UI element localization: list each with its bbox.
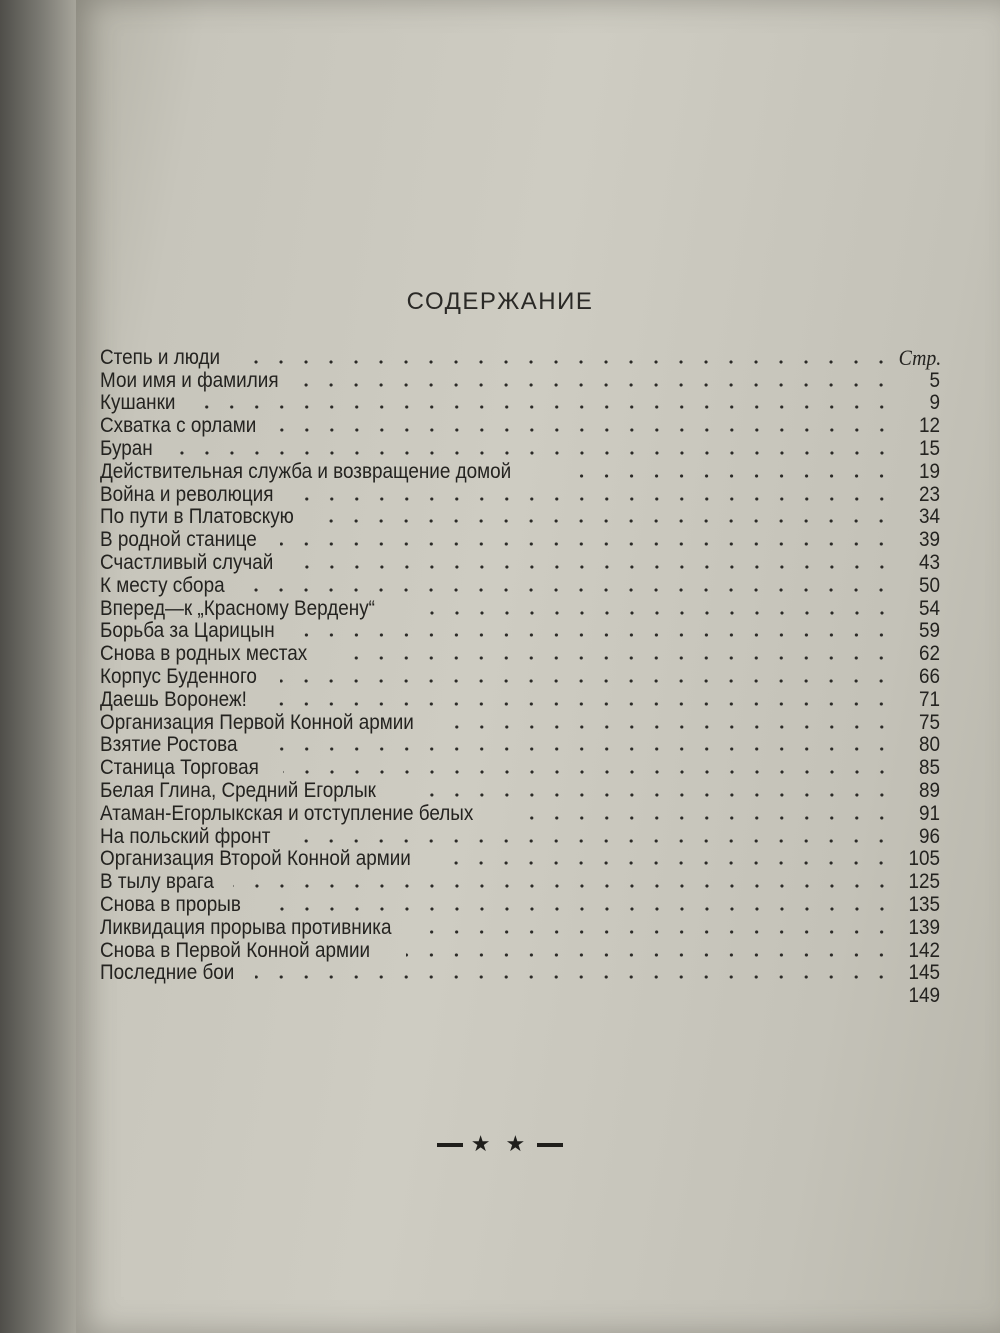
toc-entry-title: Мои имя и фамилия [100, 368, 279, 392]
toc-entry-page: 12 [918, 414, 940, 438]
toc-entry-title: Ликвидация прорыва противника [100, 915, 392, 939]
toc-dot-leader [304, 382, 894, 388]
toc-entry [100, 551, 940, 574]
toc-entry-title: Даешь Воронеж! [100, 687, 247, 711]
toc-entry-title: Организация Первой Конной армии [100, 710, 414, 734]
toc-entry [100, 506, 940, 529]
toc-entry-page: 89 [918, 778, 940, 802]
toc-entry-page: 50 [918, 573, 940, 597]
toc-entry-page: 105 [908, 847, 940, 871]
toc-entry-title: Снова в Первой Конной армии [100, 938, 371, 962]
toc-entry [100, 984, 940, 1007]
toc-entry [100, 870, 940, 893]
toc-dot-leader [563, 473, 894, 479]
toc-dot-leader [430, 929, 894, 935]
toc-entry [100, 414, 940, 437]
ornament-divider [0, 1132, 1000, 1157]
toc-dot-leader [412, 610, 894, 616]
toc-entry-title: Борьба за Царицын [100, 619, 275, 643]
toc-dot-leader [280, 541, 894, 547]
toc-dot-leader [165, 450, 894, 456]
toc-entry-title: Корпус Буденного [100, 664, 257, 688]
toc-entry-page: 85 [918, 756, 940, 780]
toc-entry-title: Станица Торговая [100, 756, 259, 780]
toc-entry-page: 80 [918, 733, 940, 757]
toc-entry [100, 962, 940, 985]
toc-entry-title: Война и революция [100, 482, 274, 506]
toc-entry-page: 23 [918, 482, 940, 506]
toc-dot-leader [521, 815, 894, 821]
table-of-contents [100, 346, 940, 1007]
toc-entry-title: Вперед—к „Красному Вердену“ [100, 596, 375, 620]
toc-entry-title: Атаман-Егорлыкская и отступление белых [100, 801, 474, 825]
toc-dot-leader [300, 632, 894, 638]
toc-entry [100, 802, 940, 825]
toc-entry [100, 597, 940, 620]
toc-entry-title: В тылу врага [100, 870, 214, 894]
toc-entry [100, 734, 940, 757]
toc-entry-page: 19 [918, 459, 940, 483]
toc-entry-page: 9 [929, 391, 940, 415]
toc-entry-title: Кушанки [100, 391, 176, 415]
toc-entry [100, 528, 940, 551]
toc-dot-leader [233, 883, 894, 889]
toc-entry-page: 149 [908, 984, 940, 1008]
toc-entry-title: Организация Второй Конной армии [100, 847, 411, 871]
toc-entry-title: Снова в родных местах [100, 642, 308, 666]
toc-dot-leader [255, 974, 894, 980]
toc-entry [100, 437, 940, 460]
toc-entry-page: 39 [918, 528, 940, 552]
toc-entry-page: 75 [918, 710, 940, 734]
toc-entry [100, 642, 940, 665]
toc-entry-page: 5 [929, 368, 940, 392]
toc-entry [100, 711, 940, 734]
toc-entry-page: 96 [918, 824, 940, 848]
toc-dot-leader [239, 359, 894, 365]
toc-entry-title: На польский фронт [100, 824, 271, 848]
ornament-stars-icon: ★ ★ [470, 1132, 530, 1157]
toc-entry-title: Счастливый случай [100, 550, 274, 574]
toc-entry-page: 62 [918, 642, 940, 666]
toc-entry-title: Последние бои [100, 961, 235, 985]
toc-dot-leader [280, 678, 894, 684]
toc-dot-leader [336, 655, 894, 661]
toc-entry-page: 142 [908, 938, 940, 962]
toc-dot-leader [299, 496, 894, 502]
toc-dot-leader [263, 906, 894, 912]
toc-dot-leader [259, 746, 894, 752]
toc-entry [100, 779, 940, 802]
toc-entry-page: 91 [918, 801, 940, 825]
toc-dot-leader [295, 838, 894, 844]
toc-entry-title: Буран [100, 436, 153, 460]
contents-heading: СОДЕРЖАНИЕ [406, 288, 594, 315]
toc-entry-title: Степь и люди [100, 345, 221, 369]
toc-entry-title: Белая Глина, Средний Егорлык [100, 778, 376, 802]
toc-entry-title: Действительная служба и возвращение домой [100, 459, 512, 483]
toc-entry-page: 15 [918, 436, 940, 460]
toc-dot-leader [269, 701, 894, 707]
toc-dot-leader [283, 769, 895, 775]
toc-entry [100, 574, 940, 597]
toc-dot-leader [413, 792, 894, 798]
toc-entry-page: 145 [908, 961, 940, 985]
toc-entry [100, 756, 940, 779]
ornament-right-bar [537, 1143, 563, 1147]
toc-entry-page: 135 [908, 892, 940, 916]
toc-entry-title: В родной станице [100, 528, 257, 552]
ornament-left-bar [437, 1143, 463, 1147]
toc-dot-leader [451, 860, 894, 866]
toc-entry [100, 939, 940, 962]
toc-entry [100, 620, 940, 643]
toc-entry [100, 688, 940, 711]
toc-entry-page: 71 [918, 687, 940, 711]
toc-entry-page: 139 [908, 915, 940, 939]
toc-entry-title: Взятие Ростова [100, 733, 238, 757]
toc-entry [100, 392, 940, 415]
toc-entry [100, 825, 940, 848]
toc-entry-page: 66 [918, 664, 940, 688]
toc-entry [100, 893, 940, 916]
toc-entry-title: По пути в Платовскую [100, 505, 294, 529]
toc-dot-leader [455, 724, 894, 730]
toc-entry [100, 460, 940, 483]
toc-dot-leader [299, 564, 894, 570]
toc-entry-page: 59 [918, 619, 940, 643]
toc-entry [100, 916, 940, 939]
toc-entry-page: 34 [918, 505, 940, 529]
toc-entry [100, 848, 940, 871]
toc-entry [100, 483, 940, 506]
toc-dot-leader [280, 427, 894, 433]
toc-entry [100, 346, 940, 369]
toc-dot-leader [406, 952, 894, 958]
toc-entry [100, 665, 940, 688]
toc-entry-page: 54 [918, 596, 940, 620]
toc-entry [100, 369, 940, 392]
toc-entry-page: Стр. [898, 344, 942, 370]
toc-entry-title: Снова в прорыв [100, 892, 241, 916]
toc-dot-leader [190, 404, 894, 410]
toc-entry-title: Схватка с орлами [100, 414, 257, 438]
toc-entry-title: К месту сбора [100, 573, 225, 597]
toc-dot-leader [321, 518, 894, 524]
toc-entry-page: 125 [908, 870, 940, 894]
toc-dot-leader [244, 587, 894, 593]
toc-entry-page: 43 [918, 550, 940, 574]
